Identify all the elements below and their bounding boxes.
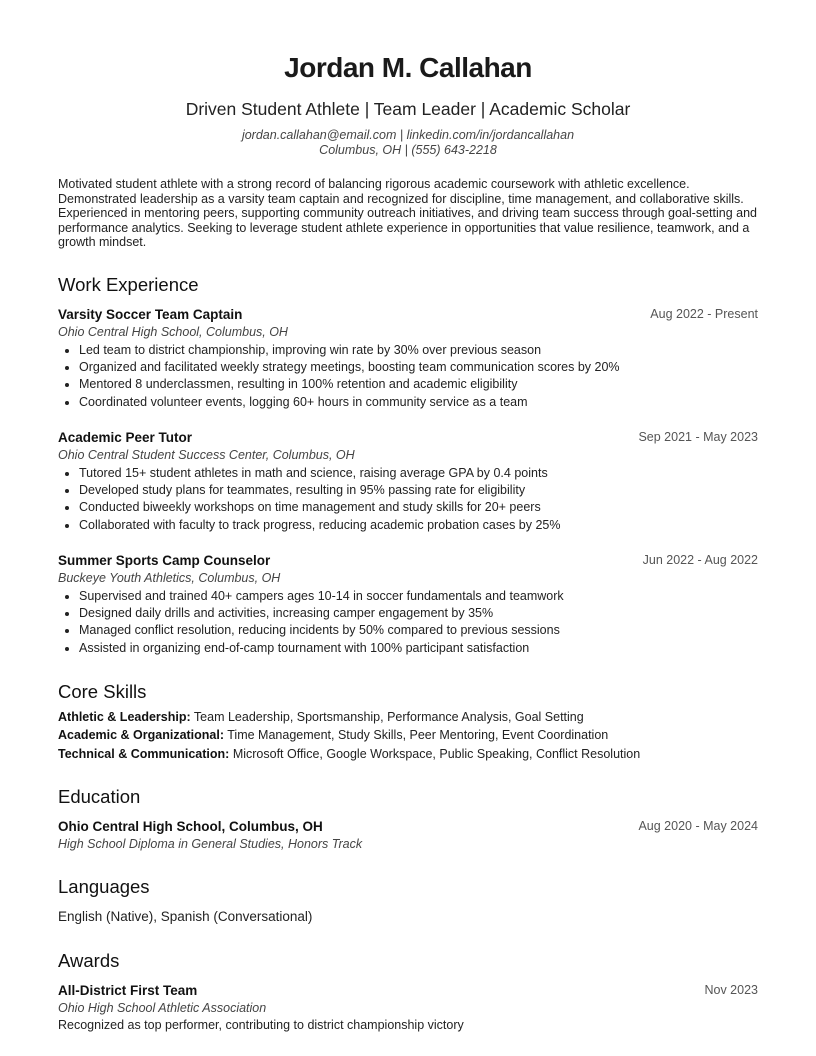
job-bullets [58,465,758,534]
section-title-languages: Languages [58,876,150,897]
section-title-skills: Core Skills [58,681,147,702]
education-entry [58,819,758,853]
skill-values: Time Management, Study Skills, Peer Mentoring, Event Coordination [227,728,609,742]
tagline: Driven Student Athlete | Team Leader | Academic Scholar [185,99,631,119]
work-entry [58,553,758,657]
award-entry [58,983,758,1033]
section-title-work: Work Experience [58,274,199,295]
candidate-name: Jordan M. Callahan [284,52,532,83]
bullet-item: • Managed conflict resolution, reducing incidents by 50% compared to previous sessions [79,622,758,639]
skill-category: Athletic & Leadership: [58,710,191,724]
bullet-item: • Tutored 15+ student athletes in math and science, raising average GPA by 0.4 points [79,465,758,482]
section-title-awards: Awards [58,950,120,971]
summary: Motivated student athlete with a strong record of balancing rigorous academic coursework with athletic excellence. Demonstrated leadership as a varsity team captain and recognized for discipline, time management, and collaborative skills. Experienced in mentoring peers, supporting community outreach initiatives, and driving team success through goal-setting and performance analytics. Seeking to leverage student athlete experience in opportunities that value resilience, teamwork, and a growth mindset. [58,177,757,250]
school-name: Ohio Central High School, Columbus, OH [58,819,323,834]
degree: High School Diploma in General Studies, Honors Track [58,837,363,851]
award-description: Recognized as top performer, contributing to district championship victory [58,1018,464,1032]
section-title-education: Education [58,786,141,807]
job-bullets [58,588,758,657]
job-date: Sep 2021 - May 2023 [638,430,758,444]
job-title: Academic Peer Tutor [58,430,193,445]
contact-line-email: jordan.callahan@email.com | linkedin.com/in/jordancallahan [241,128,575,142]
bullet-item: • Mentored 8 underclassmen, resulting in 100% retention and academic eligibility [79,376,758,393]
skill-values: Microsoft Office, Google Workspace, Public Speaking, Conflict Resolution [232,747,641,761]
job-date: Jun 2022 - Aug 2022 [642,553,758,567]
skill-line [58,728,608,742]
job-title: Summer Sports Camp Counselor [58,553,271,568]
award-title: All-District First Team [58,983,198,998]
contact-info [58,128,758,158]
skill-values: Team Leadership, Sportsmanship, Performance Analysis, Goal Setting [193,710,584,724]
work-entry [58,307,758,411]
job-title: Varsity Soccer Team Captain [58,307,243,322]
job-organization: Buckeye Youth Athletics, Columbus, OH [58,571,281,585]
skill-line [58,710,584,724]
bullet-item: • Supervised and trained 40+ campers ages 10-14 in soccer fundamentals and teamwork [79,588,758,605]
skill-category: Academic & Organizational: [58,728,225,742]
bullet-item: • Organized and facilitated weekly strategy meetings, boosting team communication scores by 20% [79,359,758,376]
bullet-item: • Developed study plans for teammates, resulting in 95% passing rate for eligibility [79,482,758,499]
job-organization: Ohio Central Student Success Center, Columbus, OH [58,448,355,462]
job-bullets [58,342,758,411]
education-date: Aug 2020 - May 2024 [638,819,758,833]
work-entry [58,430,758,534]
bullet-item: • Conducted biweekly workshops on time management and study skills for 20+ peers [79,499,758,516]
bullet-item: • Assisted in organizing end-of-camp tournament with 100% participant satisfaction [79,640,758,657]
skill-line [58,747,640,761]
award-date: Nov 2023 [704,983,758,997]
languages-list: English (Native), Spanish (Conversational) [58,909,313,924]
bullet-item: • Designed daily drills and activities, increasing camper engagement by 35% [79,605,758,622]
award-organization: Ohio High School Athletic Association [58,1001,267,1015]
bullet-item: • Led team to district championship, improving win rate by 30% over previous season [79,342,758,359]
skill-category: Technical & Communication: [58,747,230,761]
job-date: Aug 2022 - Present [650,307,758,321]
bullet-item: • Collaborated with faculty to track progress, reducing academic probation cases by 25% [79,517,758,534]
job-organization: Ohio Central High School, Columbus, OH [58,325,288,339]
bullet-item: • Coordinated volunteer events, logging 60+ hours in community service as a team [79,394,758,411]
contact-line-location: Columbus, OH | (555) 643-2218 [319,143,497,157]
